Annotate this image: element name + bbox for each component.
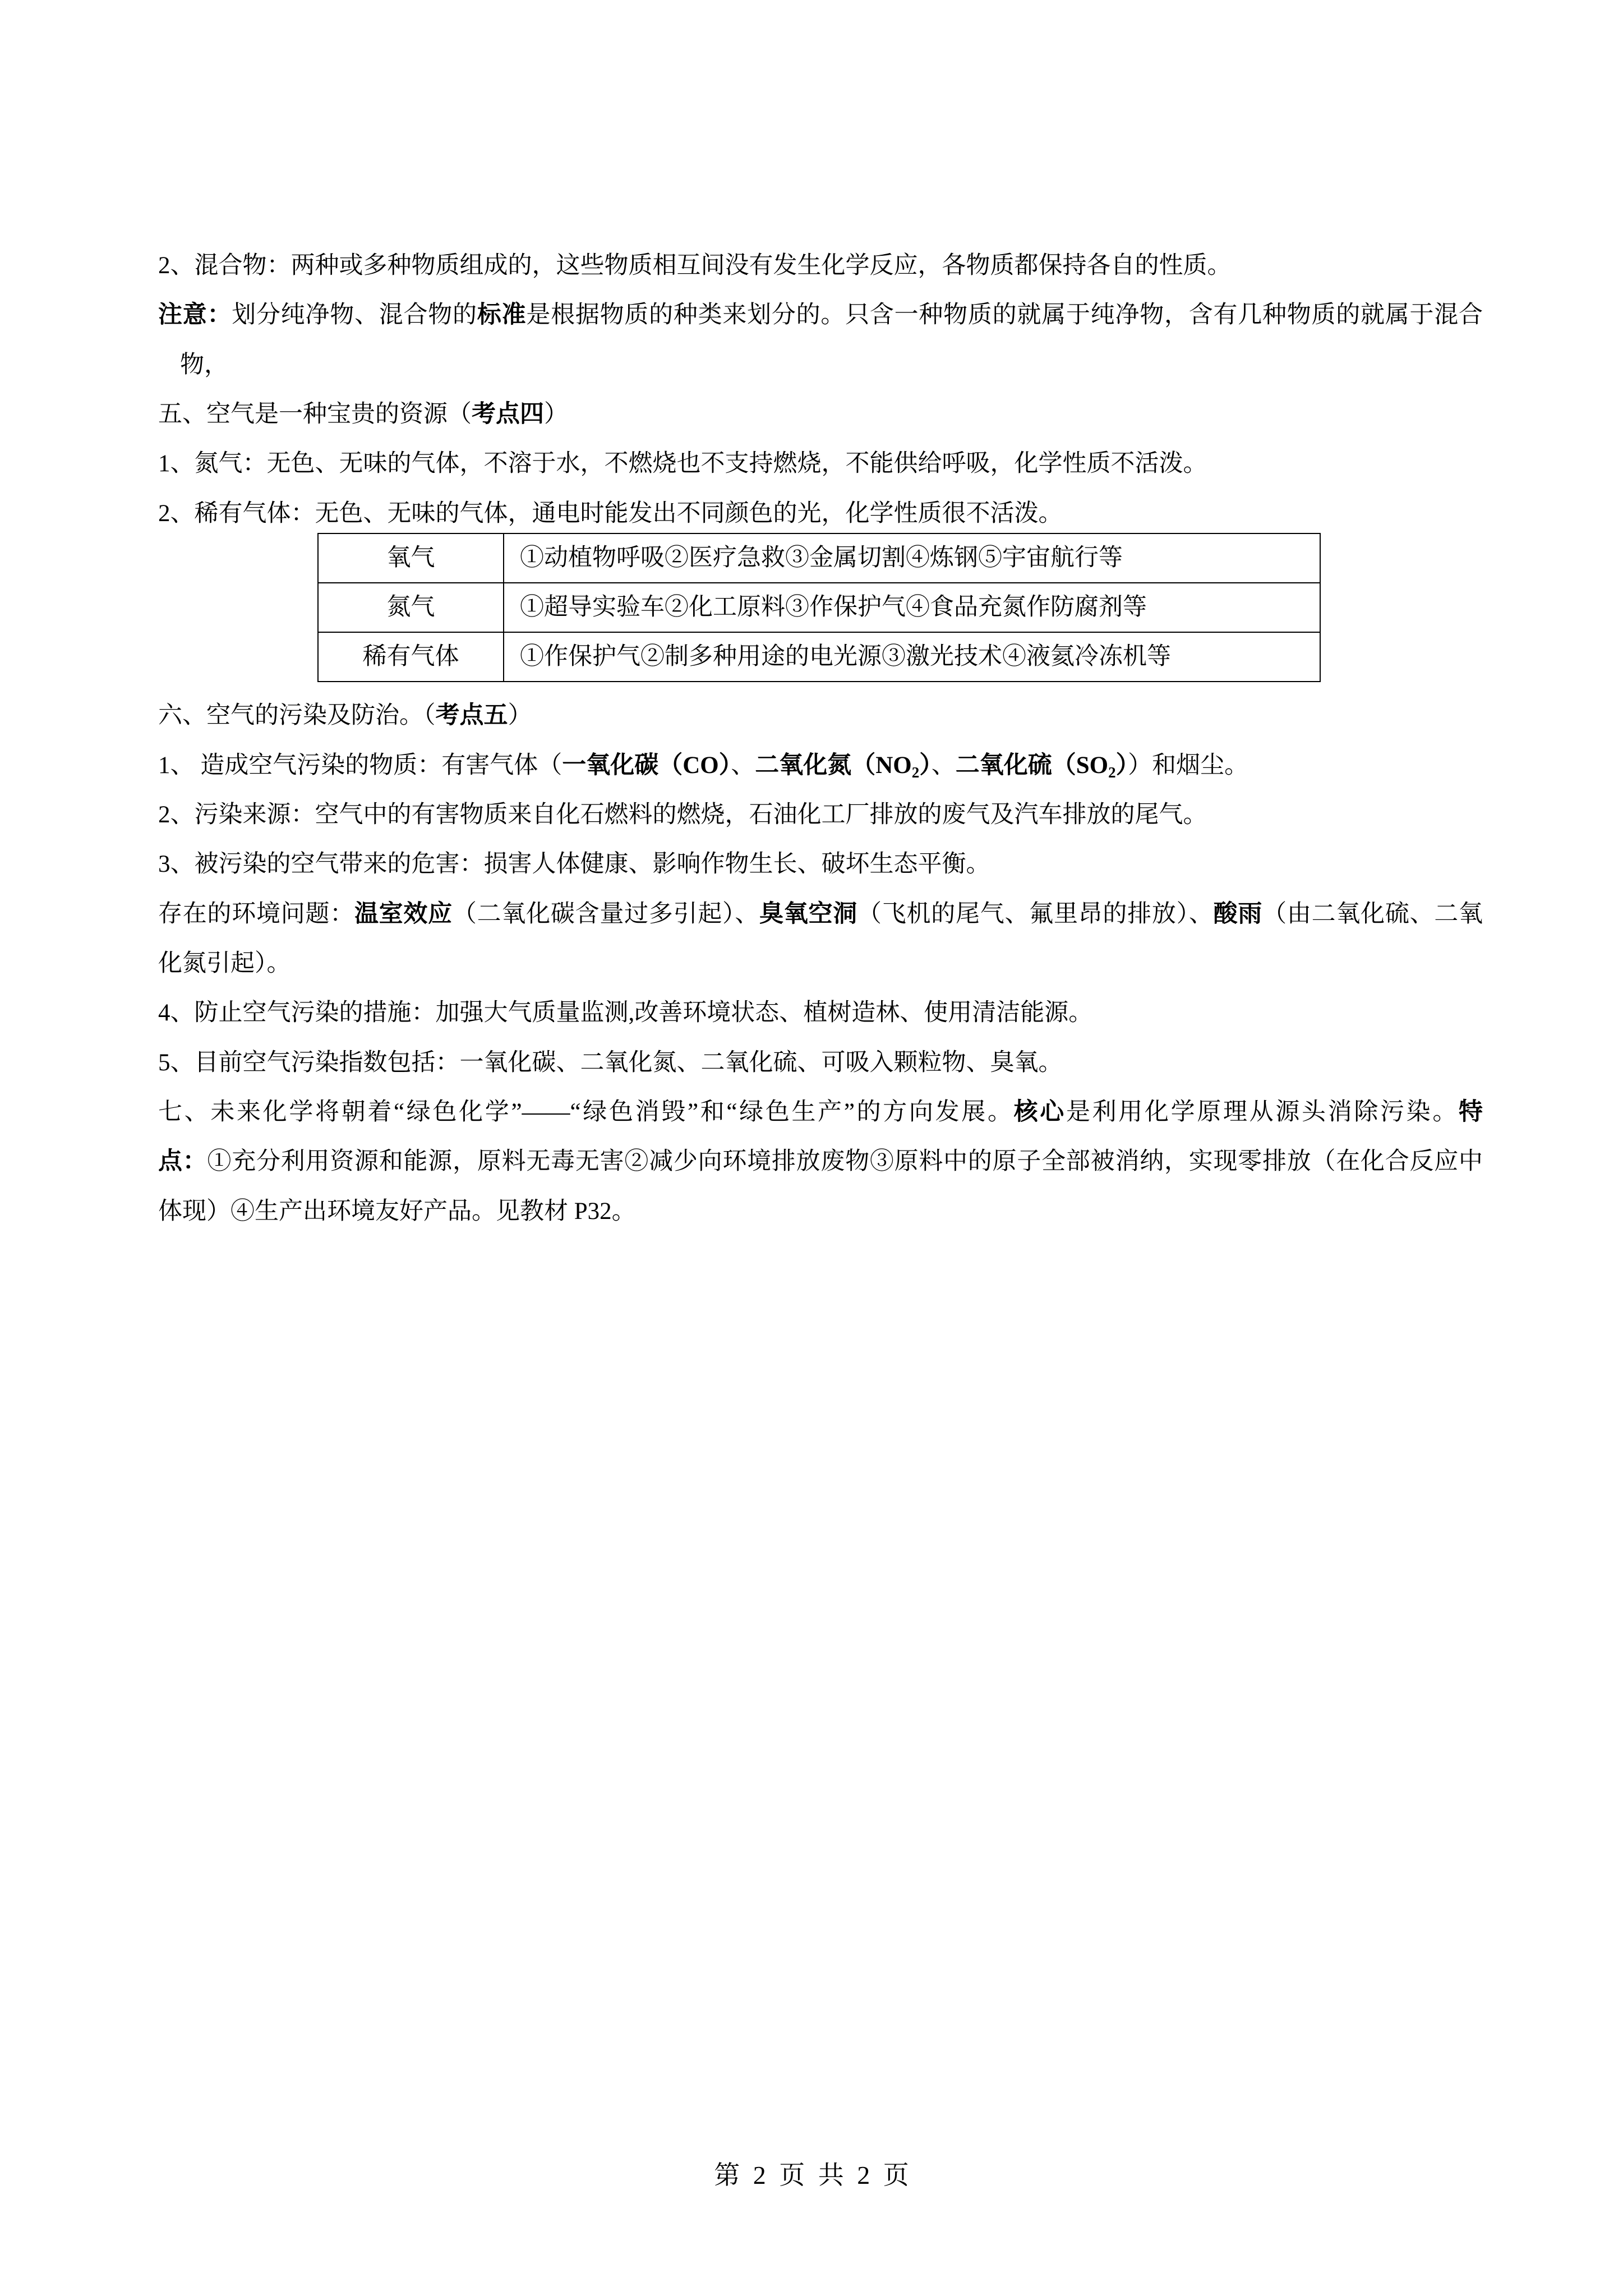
- pollution-sources: 2、污染来源：空气中的有害物质来自化石燃料的燃烧，石油化工厂排放的废气及汽车排放的尾气。: [158, 802, 1207, 828]
- section-five-heading: [158, 389, 1483, 440]
- heading-close: ）: [508, 702, 532, 729]
- heading-text: 五、空气是一种宝贵的资源（: [158, 401, 472, 427]
- issue-cause: （由二氧化硫、二氧: [1262, 901, 1483, 927]
- pollution-index: 5、目前空气污染指数包括：一氧化碳、二氧化氮、二氧化硫、可吸入颗粒物、臭氧。: [158, 1050, 1063, 1076]
- note-paragraph: [158, 290, 1483, 341]
- exam-point-tag: 考点五: [435, 702, 508, 729]
- issue-cause: （二氧化碳含量过多引起）、: [452, 901, 760, 927]
- pollutant-co: 一氧化碳（CO）: [562, 752, 731, 779]
- no2-subscript: 2: [911, 764, 920, 781]
- gas-uses-cell: ①动植物呼吸②医疗急救③金属切割④炼钢⑤宇宙航行等: [504, 533, 1320, 583]
- prevention-measures: 4、防止空气污染的措施：加强大气质量监测,改善环境状态、植树造林、使用清洁能源。: [158, 1000, 1093, 1026]
- section-six-heading: [158, 691, 1483, 741]
- note-text: 是根据物质的种类来划分的。只含一种物质的就属于纯净物，含有几种物质的就属于混合: [526, 302, 1483, 328]
- issue-ozone-hole: 臭氧空洞: [759, 901, 858, 927]
- gas-name-cell: 氧气: [318, 533, 504, 583]
- pollutants-line: [158, 740, 1483, 791]
- no2-close: ）: [919, 752, 932, 779]
- so2-close: ）: [1115, 752, 1128, 779]
- note-text: 划分纯净物、混合物的: [232, 302, 477, 328]
- section-seven-intro: [158, 1087, 1483, 1138]
- table-row: [318, 583, 1320, 632]
- environmental-issues-continuation: 化氮引起）。: [158, 950, 291, 977]
- section-seven-features: [158, 1137, 1483, 1187]
- pollutant-so2: [956, 752, 1128, 779]
- note-continuation: 物，: [180, 352, 228, 378]
- core-text: 是利用化学原理从源头消除污染。: [1066, 1099, 1459, 1125]
- gas-uses-table: [317, 533, 1321, 682]
- issue-greenhouse: 温室效应: [354, 901, 453, 927]
- so2-base: 二氧化硫（SO: [955, 752, 1109, 779]
- issues-label: 存在的环境问题：: [158, 901, 354, 927]
- note-label: 注意：: [158, 302, 232, 328]
- features-text: ①充分利用资源和能源，原料无毒无害②减少向环境排放废物③原料中的原子全部被消纳，实现零排放（在化合反应中: [207, 1148, 1483, 1175]
- intro-text: 七、未来化学将朝着“绿色化学”——“绿色消毁”和“绿色生产”的方向发展。: [158, 1099, 1014, 1125]
- gas-uses-cell: ①超导实验车②化工原料③作保护气④食品充氮作防腐剂等: [504, 583, 1320, 632]
- pollutants-prefix: 1、 造成空气污染的物质：有害气体（: [158, 752, 562, 779]
- pollution-harms: 3、被污染的空气带来的危害：损害人体健康、影响作物生长、破坏生态平衡。: [158, 851, 990, 877]
- page-number: 第 2 页 共 2 页: [714, 2161, 909, 2189]
- core-label: 核心: [1013, 1099, 1066, 1125]
- section-seven-features-continuation: 体现）④生产出环境友好产品。见教材 P32。: [158, 1198, 636, 1225]
- heading-text: 六、空气的污染及防治。（: [158, 702, 436, 729]
- heading-close: ）: [544, 401, 568, 427]
- note-keyword: 标准: [477, 302, 527, 328]
- no2-base: 二氧化氮（NO: [755, 752, 912, 779]
- pollutants-suffix: ）和烟尘。: [1128, 752, 1249, 779]
- pollutant-no2: [755, 752, 932, 779]
- separator: 、: [931, 752, 956, 779]
- mixture-definition: 2、混合物：两种或多种物质组成的，这些物质相互间没有发生化学反应，各物质都保持各自的性质。: [158, 252, 1232, 279]
- table-row: [318, 533, 1320, 583]
- gas-name-cell: 稀有气体: [318, 632, 504, 682]
- nitrogen-properties: 1、氮气：无色、无味的气体，不溶于水，不燃烧也不支持燃烧，不能供给呼吸，化学性质不活泼。: [158, 450, 1207, 477]
- issue-acid-rain: 酸雨: [1213, 901, 1263, 927]
- so2-subscript: 2: [1108, 764, 1116, 781]
- separator: 、: [731, 752, 755, 779]
- table-row: [318, 632, 1320, 682]
- gas-uses-cell: ①作保护气②制多种用途的电光源③激光技术④液氦冷冻机等: [504, 632, 1320, 682]
- feature-label: 特: [1459, 1099, 1483, 1125]
- issue-cause: （飞机的尾气、氟里昂的排放）、: [857, 901, 1214, 927]
- environmental-issues: [158, 889, 1483, 940]
- feature-label: 点：: [158, 1148, 208, 1175]
- gas-name-cell: 氮气: [318, 583, 504, 632]
- exam-point-tag: 考点四: [472, 401, 544, 427]
- noble-gas-properties: 2、稀有气体：无色、无味的气体，通电时能发出不同颜色的光，化学性质很不活泼。: [158, 500, 1063, 527]
